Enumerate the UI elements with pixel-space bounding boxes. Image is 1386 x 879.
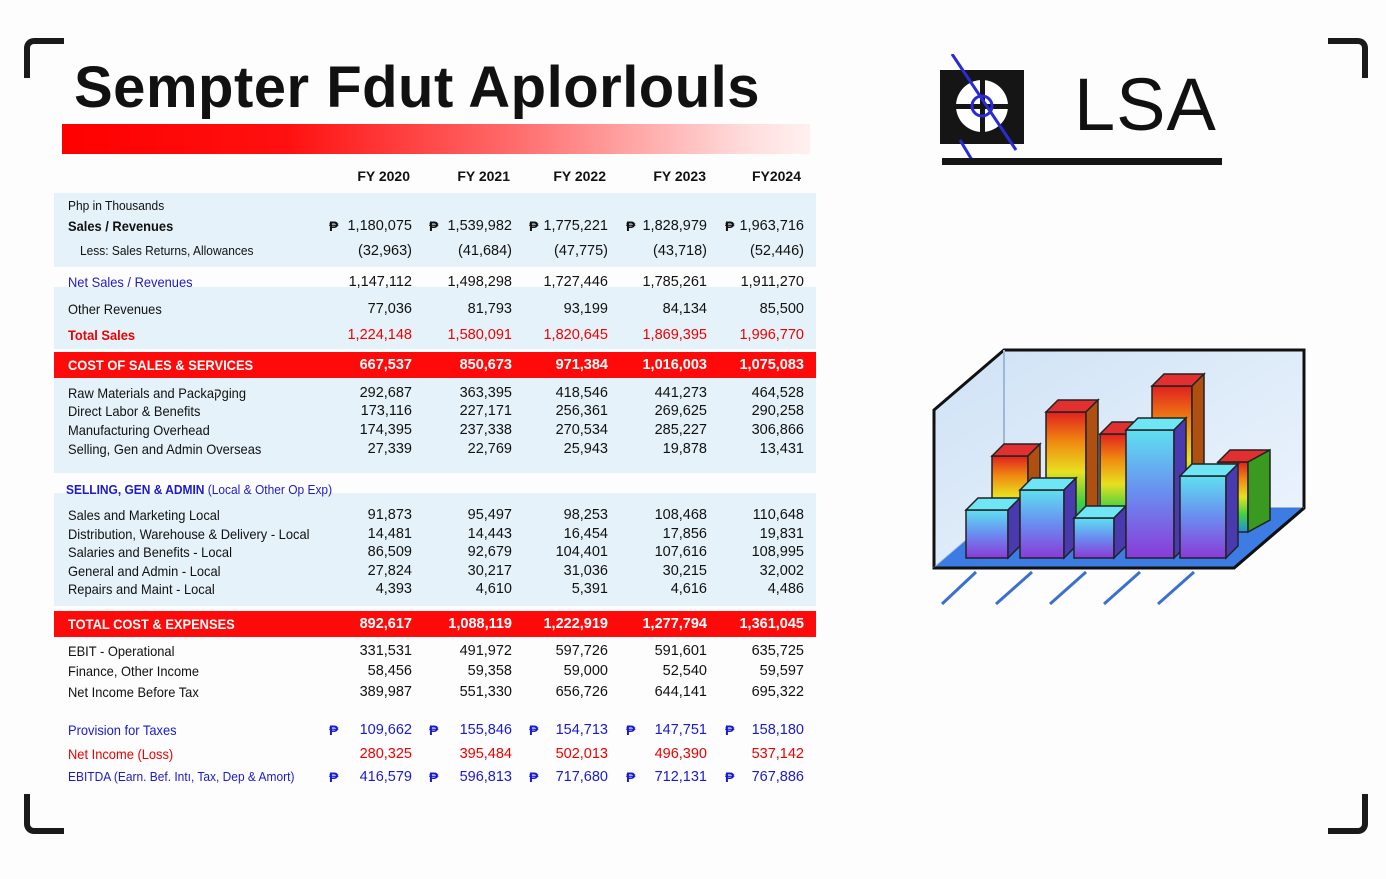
cell-value: 154,713 [555,722,608,738]
frame-corner-bottom-right [1328,794,1368,834]
table-row [54,272,816,292]
cell-value: 1,277,794 [642,616,707,632]
cell-value: 32,002 [759,563,804,579]
cell-value: 84,134 [662,301,707,317]
total-cost-bar [54,611,816,637]
cell-value: 363,395 [459,385,512,401]
cell-value: 644,141 [654,684,707,700]
cell-value: 30,217 [467,563,512,579]
cell-value: 971,384 [555,357,608,373]
table-row [54,383,816,403]
cell-value: 1,963,716 [739,218,804,234]
cell-value: 14,443 [467,526,512,542]
cell-value: 441,273 [654,385,707,401]
cell-value: 16,454 [563,526,608,542]
cell-value: 551,330 [459,684,512,700]
peso-sign: ₱ [529,769,539,785]
frame-corner-top-left [24,38,64,78]
row-label: General and Admin - Local [68,563,221,579]
row-label: TOTAL COST & EXPENSES [68,616,235,632]
3d-bar-chart-illustration [928,340,1308,610]
unit-note: Php in Thousands [68,198,165,213]
cell-value: (47,775) [553,243,608,259]
cell-value: 1,498,298 [447,274,512,290]
peso-sign: ₱ [725,218,735,234]
cell-value: 19,878 [662,441,707,457]
cell-value: 280,325 [359,746,412,762]
cell-value: 85,500 [759,301,804,317]
table-row [54,325,816,345]
table-row [54,524,816,544]
table-row [54,720,816,740]
year-header: FY 2021 [457,168,510,184]
cell-value: 58,456 [367,663,412,679]
cell-value: 418,546 [555,385,608,401]
cell-value: 27,339 [367,441,412,457]
row-label: Provision for Taxes [68,722,177,738]
cell-value: 14,481 [367,526,412,542]
row-label: Distribution, Warehouse & Delivery - Local [68,526,310,542]
peso-sign: ₱ [329,722,339,738]
cell-value: (43,718) [652,243,707,259]
cell-value: 464,528 [751,385,804,401]
peso-sign: ₱ [725,722,735,738]
cell-value: 537,142 [751,746,804,762]
cell-value: 1,820,645 [543,327,608,343]
row-label: COST OF SALES & SERVICES [68,357,254,373]
table-row [54,241,816,261]
row-label: Less: Sales Returns, Allowances [80,243,254,258]
row-label: Direct Labor & Benefits [68,403,201,419]
table-row [54,579,816,599]
table-row [54,299,816,319]
cell-value: (52,446) [749,243,804,259]
table-row [54,661,816,681]
cell-value: 173,116 [360,403,412,419]
cell-value: 597,726 [555,643,608,659]
cell-value: 237,338 [459,422,512,438]
cell-value: 1,088,119 [448,616,512,632]
cell-value: 5,391 [571,581,608,597]
cell-value: 91,873 [367,507,412,523]
cell-value: 81,793 [467,301,512,317]
cell-value: 416,579 [359,769,412,785]
row-label: Sales and Marketing Local [68,507,220,523]
cell-value: 93,199 [563,301,608,317]
cell-value: 59,597 [759,663,804,679]
cell-value: 95,497 [467,507,512,523]
row-label: EBITDA (Earn. Bef. Intı, Tax, Dep & Amort) [68,769,295,784]
cell-value: 1,785,261 [642,274,707,290]
peso-sign: ₱ [626,769,636,785]
section-heading-main: SELLING, GEN & ADMIN [66,482,205,497]
cell-value: 104,401 [555,544,608,560]
cell-value: 25,943 [563,441,608,457]
cell-value: 4,393 [375,581,412,597]
cell-value: 596,813 [459,769,512,785]
cell-value: 19,831 [759,526,804,542]
cell-value: 22,769 [467,441,512,457]
year-header: FY 2023 [653,168,706,184]
cell-value: 92,679 [467,544,512,560]
cell-value: 1,075,083 [739,357,804,373]
cell-value: 290,258 [751,403,804,419]
section-heading [66,480,332,500]
cell-value: 98,253 [563,507,608,523]
peso-sign: ₱ [529,722,539,738]
cell-value: 4,486 [767,581,804,597]
table-row [54,216,816,236]
cell-value: 635,725 [751,643,804,659]
cell-value: 1,911,270 [740,274,804,290]
cell-value: 27,824 [367,563,412,579]
cell-value: 31,036 [563,563,608,579]
peso-sign: ₱ [529,218,539,234]
table-row [54,767,816,787]
cell-value: 1,996,770 [739,327,804,343]
cell-value: 1,727,446 [543,274,608,290]
cell-value: 767,886 [751,769,804,785]
row-label: Total Sales [68,327,136,343]
cell-value: 1,539,982 [447,218,512,234]
cell-value: 1,828,979 [642,218,707,234]
cell-value: (32,963) [357,243,412,259]
year-header: FY 2020 [357,168,410,184]
peso-sign: ₱ [626,218,636,234]
row-label: Net Income (Loss) [68,746,174,762]
cell-value: 4,610 [475,581,512,597]
peso-sign: ₱ [626,722,636,738]
cost-of-sales-bar [54,352,816,378]
cell-value: 227,171 [459,403,512,419]
cell-value: 1,580,091 [447,327,512,343]
row-label: Selling, Gen and Admin Overseas [68,441,262,457]
cell-value: 1,869,395 [642,327,707,343]
cell-value: 1,016,003 [642,357,707,373]
cell-value: 331,531 [359,643,412,659]
table-row [54,641,816,661]
page-title: Sempter Fdut Aplorlouls [74,55,761,120]
cell-value: 110,648 [752,507,804,523]
peso-sign: ₱ [329,218,339,234]
row-label: EBIT - Operational [68,643,175,659]
title-underline-bar [62,124,810,154]
cell-value: 717,680 [555,769,608,785]
cell-value: 30,215 [662,563,707,579]
row-label: Net Income Before Tax [68,684,199,700]
cell-value: 292,687 [359,385,412,401]
cell-value: 4,616 [670,581,707,597]
table-row [54,401,816,421]
cell-value: 13,431 [759,441,804,457]
row-label: Net Sales / Revenues [68,274,193,290]
table-row [54,439,816,459]
table-row [54,420,816,440]
logo-text: LSA [1074,63,1217,146]
unit-note-row [54,196,816,216]
peso-sign: ₱ [725,769,735,785]
cell-value: 695,322 [751,684,804,700]
row-label: Other Revenues [68,301,162,317]
cell-value: 86,509 [367,544,412,560]
cell-value: 108,468 [654,507,707,523]
table-row [54,505,816,525]
cell-value: 850,673 [459,357,512,373]
cell-value: 656,726 [555,684,608,700]
frame-corner-bottom-left [24,794,64,834]
cell-value: 155,846 [459,722,512,738]
table-row [54,744,816,764]
row-label: Sales / Revenues [68,218,174,234]
cell-value: 389,987 [359,684,412,700]
cell-value: 107,616 [654,544,707,560]
cell-value: 147,751 [654,722,707,738]
cell-value: 1,361,045 [739,616,804,632]
table-row [54,542,816,562]
table-row [54,561,816,581]
cell-value: 17,856 [662,526,707,542]
cell-value: 109,662 [359,722,412,738]
row-label: Salaries and Benefits - Local [68,544,232,560]
cell-value: 667,537 [359,357,412,373]
cell-value: 52,540 [662,663,707,679]
cell-value: 1,147,112 [348,274,412,290]
row-label: Raw Materials and Packaקging [68,385,247,401]
cell-value: 1,775,221 [543,218,608,234]
cell-value: 395,484 [459,746,512,762]
cell-value: 1,224,148 [347,327,412,343]
cell-value: 59,000 [563,663,608,679]
cell-value: 158,180 [751,722,804,738]
sga-section-heading [54,480,816,500]
cell-value: (41,684) [457,243,512,259]
cell-value: 306,866 [751,422,804,438]
peso-sign: ₱ [329,769,339,785]
row-label: Finance, Other Income [68,663,200,679]
cell-value: 892,617 [359,616,412,632]
cell-value: 269,625 [654,403,707,419]
section-heading-suffix: (Local & Other Op Exp) [207,482,333,497]
cell-value: 256,361 [555,403,608,419]
cell-value: 491,972 [459,643,512,659]
cell-value: 270,534 [555,422,608,438]
year-header: FY 2022 [553,168,606,184]
peso-sign: ₱ [429,722,439,738]
cell-value: 1,222,919 [543,616,608,632]
table-row [54,682,816,702]
row-label: Manufacturing Overhead [68,422,210,438]
peso-sign: ₱ [429,218,439,234]
cell-value: 591,601 [654,643,707,659]
frame-corner-top-right [1328,38,1368,78]
cell-value: 502,013 [555,746,608,762]
cell-value: 285,227 [654,422,707,438]
cell-value: 1,180,075 [347,218,412,234]
cell-value: 712,131 [654,769,707,785]
cell-value: 174,395 [359,422,412,438]
row-label: Repairs and Maint - Local [68,581,215,597]
cell-value: 108,995 [751,544,804,560]
year-header: FY2024 [751,168,801,184]
cell-value: 77,036 [367,301,412,317]
cell-value: 496,390 [654,746,707,762]
cell-value: 59,358 [467,663,512,679]
peso-sign: ₱ [429,769,439,785]
